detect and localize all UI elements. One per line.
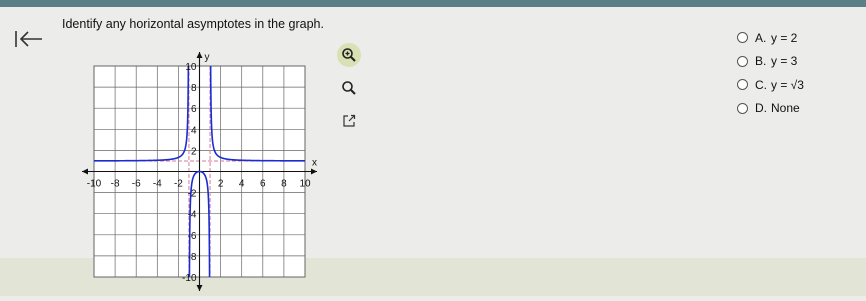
top-bar (0, 0, 866, 7)
x-tick-label: 10 (299, 178, 311, 190)
y-tick-label: -2 (187, 188, 197, 200)
choice-d[interactable] (737, 97, 804, 121)
radio-b[interactable] (737, 56, 748, 67)
radio-c[interactable] (737, 79, 748, 90)
x-tick-label: -4 (152, 178, 162, 190)
y-tick-label: -8 (187, 251, 197, 263)
choice-a-label: y = 2 (771, 30, 798, 45)
zoom-in-button[interactable] (337, 43, 361, 67)
choice-d-label: None (771, 101, 800, 116)
x-tick-label: -10 (86, 178, 102, 190)
x-axis-arrow-left (82, 169, 88, 175)
popout-icon (342, 114, 356, 128)
y-tick-label: -6 (187, 230, 197, 242)
y-tick-label: 10 (185, 62, 197, 73)
x-axis-label: x (312, 157, 317, 169)
zoom-in-icon (341, 47, 357, 63)
graph-panel (62, 44, 332, 301)
x-tick-label: 2 (217, 178, 224, 190)
back-button[interactable] (14, 28, 46, 50)
choice-c-label: y = √3 (771, 77, 804, 92)
y-tick-label: 2 (190, 146, 197, 158)
graph-tools (337, 43, 365, 142)
x-tick-label: -2 (173, 178, 183, 190)
answer-choices (737, 26, 804, 120)
y-axis-arrow-down (197, 285, 203, 291)
radio-a[interactable] (737, 32, 748, 43)
x-axis-arrow-right (311, 169, 317, 175)
choice-c[interactable] (737, 73, 804, 97)
x-tick-label: 8 (281, 178, 287, 190)
choice-b-letter: B. (755, 54, 767, 69)
x-tick-label: 4 (238, 178, 245, 190)
x-tick-label: -6 (131, 178, 141, 190)
choice-a-letter: A. (755, 30, 767, 45)
choice-c-letter: C. (755, 77, 767, 92)
zoom-out-icon (341, 80, 357, 96)
choice-b-label: y = 3 (771, 54, 798, 69)
y-tick-label: -10 (182, 273, 197, 284)
y-tick-label: -4 (187, 209, 197, 221)
y-tick-label: 6 (190, 104, 197, 116)
popout-button[interactable] (337, 109, 361, 133)
x-tick-label: -8 (110, 178, 120, 190)
radio-d[interactable] (737, 103, 748, 114)
zoom-out-button[interactable] (337, 76, 361, 100)
choice-a[interactable] (737, 26, 804, 50)
question-text: Identify any horizontal asymptotes in the graph. (62, 17, 324, 31)
y-axis-label: y (204, 52, 210, 63)
y-tick-label: 8 (190, 83, 197, 95)
back-arrow-icon (14, 28, 46, 50)
choice-d-letter: D. (755, 101, 767, 116)
x-tick-label: 6 (260, 178, 266, 190)
graph-svg (62, 44, 332, 296)
choice-b[interactable] (737, 50, 804, 74)
y-axis-arrow-up (197, 52, 203, 58)
y-tick-label: 4 (190, 125, 197, 137)
